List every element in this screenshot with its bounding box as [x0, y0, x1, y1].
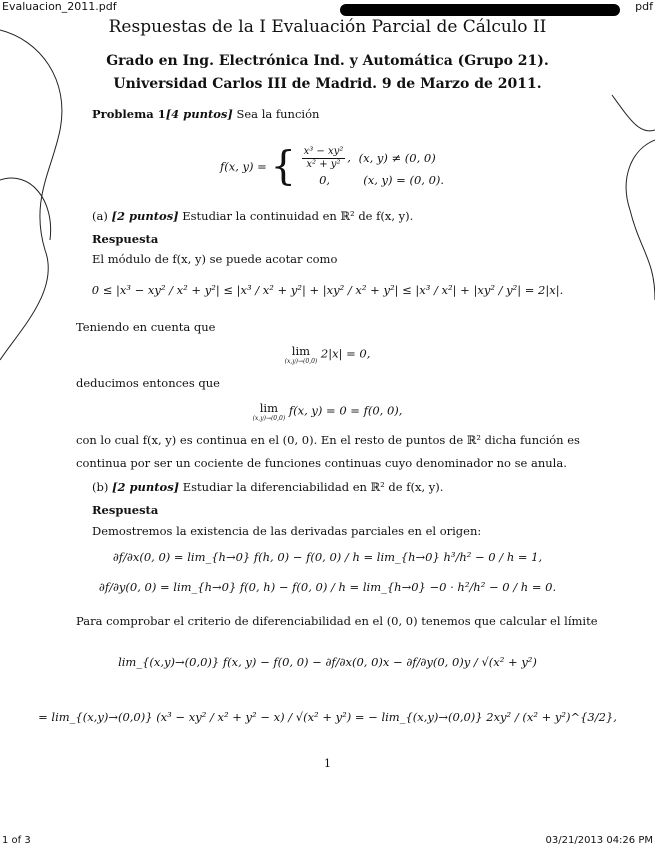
- part-b-text: Estudiar la diferenciabilidad en ℝ² de f(x, y).: [182, 480, 444, 494]
- problem-1-heading: [92, 107, 319, 121]
- doc-subtitle-2: Universidad Carlos III de Madrid. 9 de Marzo de 2011.: [113, 76, 542, 92]
- redaction-bar: [340, 4, 620, 16]
- limit-2-expression: f(x, y) = 0 = f(0, 0),: [288, 403, 403, 418]
- differentiability-limit: lim_{(x,y)→(0,0)} f(x, y) − f(0, 0) − ∂f/∂x(0, 0)x − ∂f/∂y(0, 0)y / √(x² + y²): [118, 655, 537, 669]
- function-fraction: [302, 146, 346, 171]
- problem-label: Problema 1: [92, 107, 166, 121]
- lim-operator: lim (x,y)→(0,0): [284, 344, 318, 365]
- page-counter: 1 of 3: [2, 835, 31, 846]
- inequality-chain: 0 ≤ |x³ − xy² / x² + y²| ≤ |x³ / x² + y²| + |xy² / x² + y²| ≤ |x³ / x²| + |xy² / y²| = 2|x|.: [91, 283, 564, 297]
- part-a-statement: [92, 209, 413, 223]
- teniendo-text: Teniendo en cuenta que: [76, 320, 216, 334]
- demostremos-text: Demostremos la existencia de las derivadas parciales en el origen:: [92, 524, 482, 538]
- limit-1-expression: 2|x| = 0,: [320, 346, 371, 361]
- pdf-filename: Evaluacion_2011.pdf: [2, 0, 117, 13]
- part-b-statement: [92, 480, 443, 494]
- part-a-label: (a): [92, 209, 108, 223]
- problem-points: [4 puntos]: [165, 107, 233, 121]
- piecewise-brace: {: [270, 143, 296, 190]
- part-a-text: Estudiar la continuidad en ℝ² de f(x, y).: [182, 209, 414, 223]
- partial-derivative-y: ∂f/∂y(0, 0) = lim_{h→0} f(0, h) − f(0, 0) / h = lim_{h→0} −0 · h²/h² − 0 / h = 0.: [98, 580, 557, 594]
- conclusion-line-1: con lo cual f(x, y) es continua en el (0, 0). En el resto de puntos de ℝ² dicha función es: [76, 433, 580, 447]
- modulo-text: El módulo de f(x, y) se puede acotar como: [92, 252, 338, 266]
- answer-b-heading: Respuesta: [92, 503, 159, 517]
- part-b-label: (b): [92, 480, 109, 494]
- function-denominator: x² + y²: [306, 159, 341, 170]
- pdf-header-right: pdf: [635, 0, 653, 13]
- differentiability-limit-simplified: = lim_{(x,y)→(0,0)} (x³ − xy² / x² + y² − x) / √(x² + y²) = − lim_{(x,y)→(0,0)} 2xy² / (x² + y²)^{3/2},: [38, 710, 617, 724]
- lim-1-subscript: (x,y)→(0,0): [284, 358, 318, 365]
- function-numerator: x³ − xy²: [303, 146, 344, 157]
- doc-title: Respuestas de la I Evaluación Parcial de Cálculo II: [108, 17, 547, 37]
- criterio-text: Para comprobar el criterio de diferenciabilidad en el (0, 0) tenemos que calcular el límite: [76, 614, 598, 628]
- limit-1: [0, 344, 655, 365]
- deducimos-text: deducimos entonces que: [76, 376, 220, 390]
- case-2-value: 0,: [319, 173, 331, 187]
- function-lhs: f(x, y) =: [220, 159, 267, 174]
- limit-2: [0, 401, 655, 422]
- lim-operator: lim (x,y)→(0,0): [252, 401, 286, 422]
- conclusion-line-2: continua por ser un cociente de funciones continuas cuyo denominador no se anula.: [76, 456, 567, 470]
- partial-derivative-x: ∂f/∂x(0, 0) = lim_{h→0} f(h, 0) − f(0, 0) / h = lim_{h→0} h³/h² − 0 / h = 1,: [112, 550, 543, 564]
- lim-2-subscript: (x,y)→(0,0): [252, 415, 286, 422]
- part-a-points: [2 puntos]: [111, 209, 179, 223]
- case-1-condition: (x, y) ≠ (0, 0): [358, 150, 436, 165]
- print-datetime: 03/21/2013 04:26 PM: [545, 835, 653, 846]
- problem-text: Sea la función: [236, 107, 320, 121]
- part-b-points: [2 puntos]: [112, 480, 180, 494]
- answer-a-heading: Respuesta: [92, 232, 159, 246]
- page-number: 1: [324, 757, 331, 770]
- piecewise-function: f(x, y) = { $\frac{\text{x³ − xy²}}{\text{x² + y²}}$ , (x, y) ≠ (0, 0) 0, (x, y) = (0, 0).: [220, 143, 445, 190]
- case-2-condition: (x, y) = (0, 0).: [363, 173, 445, 187]
- doc-subtitle-1: Grado en Ing. Electrónica Ind. y Automática (Grupo 21).: [106, 53, 549, 69]
